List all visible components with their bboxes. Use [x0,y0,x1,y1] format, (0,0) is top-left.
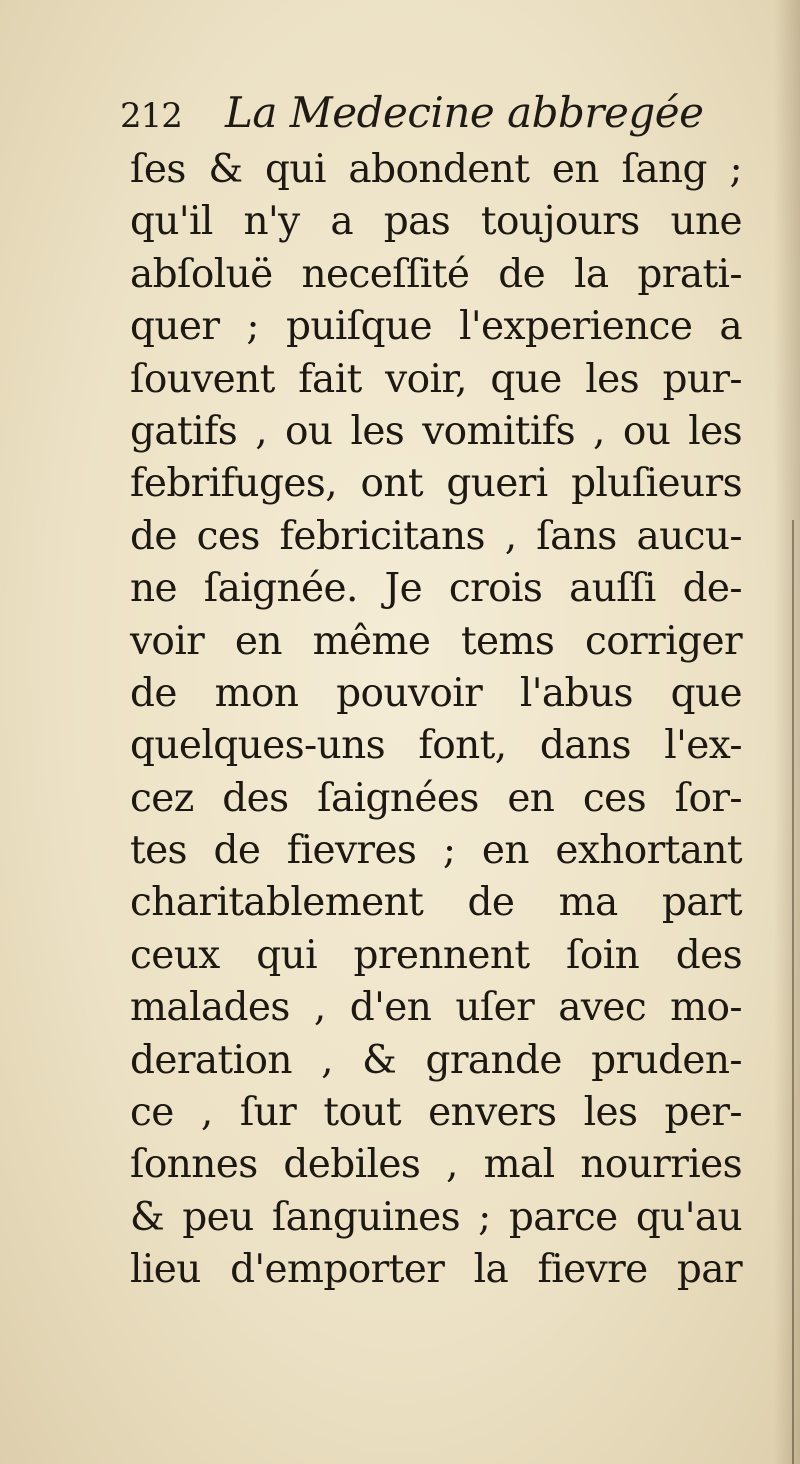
page-edge-line [792,520,794,1464]
text-line: ſes & qui abondent en ſang ; [130,147,742,192]
text-line: gatifs , ou les vomitifs , ou les [130,408,742,454]
text-line: malades , d'en uſer avec mo- [130,985,742,1031]
running-head [120,88,740,138]
text-line: de ces febricitans , ſans aucu- [130,513,742,559]
page-number: 212 [120,96,182,136]
text-line: deration , & grande pruden- [130,1037,742,1083]
text-line: voir en même tems corriger [130,618,742,664]
text-line: ſouvent fait voir, que les pur- [130,356,742,402]
text-line: abſoluë neceſſité de la prati- [130,251,742,297]
text-line: quer ; puiſque l'experience a [130,304,742,350]
text-line: charitablement de ma part [130,880,742,926]
text-line: ce , ſur tout envers les per- [130,1090,742,1136]
text-line: febrifuges, ont gueri pluſieurs [130,461,742,507]
text-line: cez des ſaignées en ces ſor- [130,775,742,821]
text-line: lieu d'emporter la fievre par [130,1247,742,1293]
text-line: tes de fievres ; en exhortant [130,828,742,874]
text-line: ceux qui prennent ſoin des [130,932,742,978]
body-text [130,144,742,1297]
text-line: de mon pouvoir l'abus que [130,670,742,716]
page-edge-shadow [774,0,800,1464]
text-line: ſonnes debiles , mal nourries [130,1142,742,1188]
text-line: & peu ſanguines ; parce qu'au [130,1194,742,1240]
text-line: quelques-uns font, dans l'ex- [130,723,742,769]
running-head-title: La Medecine abbregée [225,88,704,137]
text-line: qu'il n'y a pas toujours une [130,199,742,245]
text-line: ne ſaignée. Je crois auſſi de- [130,566,742,612]
